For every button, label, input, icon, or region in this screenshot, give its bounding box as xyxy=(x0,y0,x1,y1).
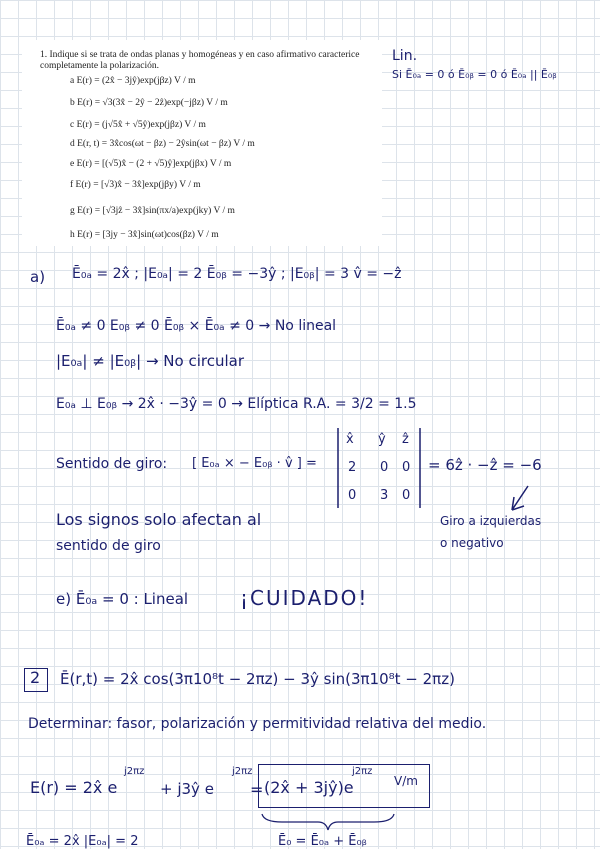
part-e: e) Ē₀ₐ = 0 : Lineal xyxy=(56,590,189,608)
det-a21: 2 xyxy=(348,460,357,475)
signs-note-2: sentido de giro xyxy=(56,538,161,554)
phasor-plus: + j3ŷ e xyxy=(160,780,214,798)
phasor-unit: V/m xyxy=(394,774,418,788)
det-a33: 0 xyxy=(402,488,411,503)
item-h: h E(r) = [3jy − 3x̂]sin(ωt)cos(βz) V / m xyxy=(70,230,219,240)
det-a31: 0 xyxy=(348,488,357,503)
problem2-task: Determinar: fasor, polarización y permitividad relativa del medio. xyxy=(28,716,487,732)
item-d: d E(r, t) = 3x̂cos(ωt − βz) − 2ŷsin(ωt − βz) V / m xyxy=(70,139,255,149)
det-a23: 0 xyxy=(402,460,411,475)
det-result: = 6ẑ · −ẑ = −6 xyxy=(428,456,542,474)
cuidado-note: ¡CUIDADO! xyxy=(240,586,369,610)
giro-izquierdas: Giro a izquierdas xyxy=(440,514,542,528)
problem-number: 2 xyxy=(30,668,41,687)
line-not-circular: |E₀ₐ| ≠ |E₀ᵦ| → No circular xyxy=(56,352,245,370)
cross-bracket: [ E₀ₐ × − E₀ᵦ · v̂ ] = xyxy=(192,456,317,471)
sense-label: Sentido de giro: xyxy=(56,456,168,472)
phasor-boxed: (2x̂ + 3jŷ)e xyxy=(264,778,354,797)
phasor-exp-3: j2πz xyxy=(352,766,373,777)
giro-negativo: o negativo xyxy=(440,536,504,550)
det-y: ŷ xyxy=(378,432,386,447)
item-c: c E(r) = (j√5x̂ + √5ŷ)exp(jβz) V / m xyxy=(70,120,206,130)
question-text: 1. Indique si se trata de ondas planas y homogéneas y en caso afirmativo caracterice completamente la polarización. xyxy=(40,50,360,71)
item-f: f E(r) = [√3)x̂ − 3x̂]exp(jβy) V / m xyxy=(70,180,201,190)
signs-note-1: Los signos solo afectan al xyxy=(56,510,262,529)
lin-note: Lin. xyxy=(392,48,418,64)
line-elliptic: E₀ₐ ⊥ E₀ᵦ → 2x̂ · −3ŷ = 0 → Elíptica R.A. = 3/2 = 1.5 xyxy=(56,396,417,412)
line-amplitudes: Ē₀ₐ = 2x̂ ; |E₀ₐ| = 2 Ē₀ᵦ = −3ŷ ; |E₀ᵦ| = 3 v̂ = −ẑ xyxy=(72,266,402,282)
part-a-label: a) xyxy=(30,268,46,286)
arrow-icon xyxy=(512,486,528,510)
phasor-exp-2: j2πz xyxy=(232,766,253,777)
item-g: g E(r) = [√3jẑ − 3x̂]sin(πx/a)exp(jky) V / m xyxy=(70,206,235,216)
item-e: e E(r) = [(√5)x̂ − (2 + √5)ŷ]exp(jβx) V / m xyxy=(70,159,232,169)
brace-icon xyxy=(262,814,394,830)
problem2-equation: Ē(r,t) = 2x̂ cos(3π10⁸t − 2πz) − 3ŷ sin(3π10⁸t − 2πz) xyxy=(60,670,455,688)
lin-condition: Si Ē₀ₐ = 0 ó Ē₀ᵦ = 0 ó Ē₀ₐ || Ē₀ᵦ xyxy=(392,68,557,81)
det-z: ẑ xyxy=(402,432,409,447)
phasor-equals: = xyxy=(250,780,264,799)
bottom-amplitude: Ē₀ₐ = 2x̂ |E₀ₐ| = 2 xyxy=(26,834,139,849)
det-a22: 0 xyxy=(380,460,389,475)
phasor-exp-1: j2πz xyxy=(124,766,145,777)
item-b: b E(r) = √3(3x̂ − 2ŷ − 2ẑ)exp(−jβz) V / m xyxy=(70,98,228,108)
det-a32: 3 xyxy=(380,488,389,503)
det-x: x̂ xyxy=(346,432,354,447)
item-a: a E(r) = (2x̂ − 3jŷ)exp(jβz) V / m xyxy=(70,76,196,86)
line-not-linear: Ē₀ₐ ≠ 0 E₀ᵦ ≠ 0 Ē₀ᵦ × Ē₀ₐ ≠ 0 → No lineal xyxy=(56,318,337,334)
bottom-sum: Ē₀ = Ē₀ₐ + Ē₀ᵦ xyxy=(278,834,367,849)
phasor-lhs: E(r) = 2x̂ e xyxy=(30,778,118,797)
